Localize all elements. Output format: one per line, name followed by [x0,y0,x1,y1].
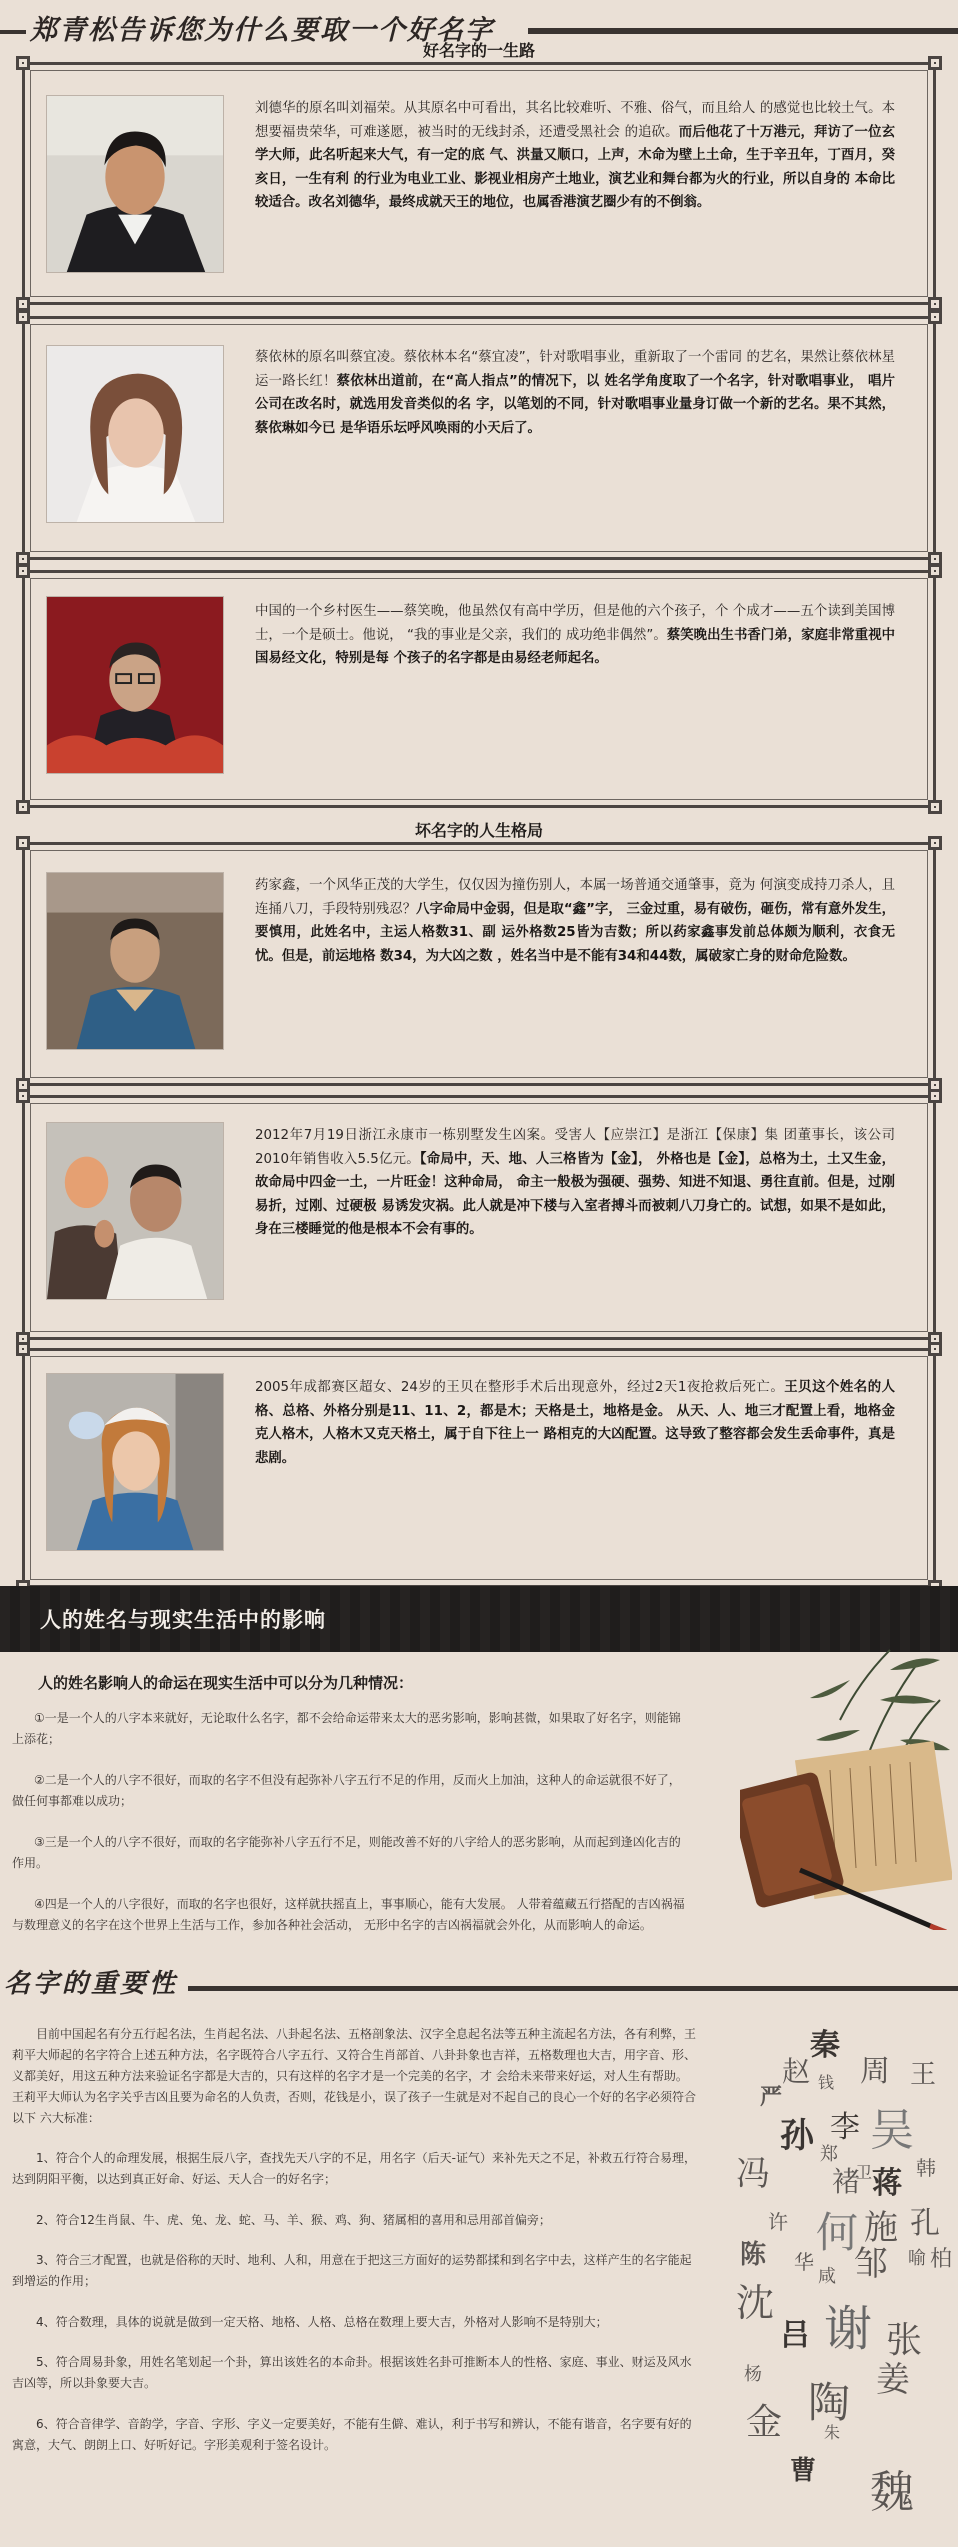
surname: 魏 [870,2467,914,2518]
case-text-5 [255,1124,895,1242]
header-rule [528,28,958,34]
standard-item-5: 5、符合周易卦象，用姓名笔划起一个卦，算出该姓名的本命卦。根据该姓名卦可推断本人的性格、家庭、事业、财运及风水吉凶等，所以卦象要大吉。 [12,2355,692,2390]
case-text-4-plain: 药家鑫，一个风华正茂的大学生，仅仅因为撞伤别人，本属一场普通交通肇事，竟为 何演变成持刀杀人，且连捅八刀，手段特别残忍？ [255,878,895,917]
case-text-2-bold: 蔡依林出道前，在“高人指点”的情况下，以 姓名学角度取了一个名字，针对歌唱事业， 唱片公司在改名时，就选用发音类似的名 字，以笔划的不同，针对歌唱事业量身订做一个新的艺名。果不其然，蔡依琳如今已 是华语乐坛呼风唤雨的小天后了。 [255,373,895,436]
surname: 孙 [780,2116,814,2156]
surname: 朱 [824,2423,841,2442]
standard-item-3: 3、符合三才配置，也就是俗称的天时、地利、人和，用意在于把这三方面好的运势都揉和到名字中去，这样产生的名字能起到增运的作用； [12,2253,692,2288]
surname: 吕 [780,2318,810,2353]
surname: 钱 [818,2073,835,2092]
surname: 孔 [910,2206,940,2241]
surname: 沈 [736,2281,775,2325]
surname: 曹 [790,2456,817,2486]
surname: 姜 [876,2360,910,2400]
surname: 王 [910,2060,937,2090]
standard-item-4: 4、符合数理，具体的说就是做到一定天格、地格、人格、总格在数理上要大吉，外格对人影响不是特别大； [36,2315,608,2329]
surname: 李 [830,2110,860,2145]
frame-corner [928,1089,942,1103]
frame-corner [928,836,942,850]
photo-wang-bei [46,1373,224,1551]
frame-corner [928,800,942,814]
surname: 周 [860,2054,890,2089]
case-text-4 [255,874,895,968]
frame-corner [16,56,30,70]
surname-cloud [720,2010,958,2547]
surname: 郑 [820,2144,838,2165]
surname: 喻 [908,2248,926,2269]
surname: 卫 [856,2163,873,2182]
case-text-6-plain: 2005年成都赛区超女、24岁的王贝在整形手术后出现意外，经过2天1夜抢救后死亡。 [255,1380,785,1395]
surname: 陶 [808,2378,851,2427]
header-rule-left [0,30,26,34]
surname: 杨 [744,2364,762,2385]
good-section-title: 好名字的一生路 [422,41,535,60]
frame-corner [16,297,30,311]
frame-corner [16,1342,30,1356]
case-text-3-bold: 蔡笑晚出生书香门弟，家庭非常重视中国易经文化，特别是每 个孩子的名字都是由易经老师起名。 [255,627,896,666]
surname: 金 [746,2402,783,2443]
frame-corner [16,836,30,850]
surname: 柏 [930,2247,953,2272]
case-text-6 [255,1376,895,1470]
case-text-3 [255,600,895,671]
surname: 赵 [782,2055,811,2088]
influence-item-4: ④四是一个人的八字很好，而取的名字也很好，这样就扶摇直上，事事顺心，能有大发展。 人带着蕴藏五行搭配的吉凶祸福与数理意义的名字在这个世界上生活与工作，参加各种社会活动， 无形中名字的吉凶祸福就会外化，从而影响人的命运。 [12,1897,685,1932]
surname: 褚 [832,2165,861,2198]
photo-cai-xiaowan [46,596,224,774]
case-text-1 [255,97,895,215]
scroll-brush-illustration [740,1640,952,1930]
case-text-5-bold: 【命局中，天、地、人三格皆为【金】， 外格也是【金】，总格为土，土又生金，故命局中四金一土，一片旺金！这种命局， 命主一般极为强硬、强势、知进不知退、勇往直前。但是，过刚易折，过刚、过硬极 易诱发灾祸。此人就是冲下楼与入室者搏斗而被刺八刀身亡的。试想，如果不是如此， 身在三楼睡觉的他是根本不会有事的。 [255,1151,896,1237]
page-title: 郑青松告诉您为什么要取一个好名字 [30,15,494,46]
surname: 张 [886,2320,923,2361]
case-text-6-bold: 王贝这个姓名的人格、总格、外格分别是11、11、2，都是木；天格是土，地格是金。 从天、人、地三才配置上看，地格金克人格木，人格木又克天格土，属于自下往上一 路相克的大凶配置。这导致了整容都会发生丢命事件，真是悲剧。 [255,1380,896,1466]
photo-liu-dehua [46,95,224,273]
influence-heading: 人的姓名影响人的命运在现实生活中可以分为几种情况： [38,1674,414,1692]
surname: 吴 [870,2105,914,2156]
surname: 许 [768,2210,788,2234]
standard-item-1: 1、符合个人的命理发展，根据生辰八字，查找先天八字的不足，用名字（后天-证气）来补先天之不足，补救五行符合易理，达到阴阳平衡，以达到真正好命、好运、天人合一的好名字； [12,2151,696,2186]
frame-corner [928,297,942,311]
case-text-2 [255,346,895,440]
frame-corner [16,564,30,578]
frame-corner [928,56,942,70]
influence-item-2: ②二是一个人的八字不很好，而取的名字不但没有起弥补八字五行不足的作用，反而火上加油，这种人的命运就很不好了，做任何事都难以成功； [12,1773,681,1808]
frame-corner [16,800,30,814]
case-text-1-plain: 刘德华的原名叫刘福荣。从其原名中可看出，其名比较难听、不雅、俗气，而且给人 的感觉也比较土气。本想要福贵荣华，可难遂愿，被当时的无线封杀，还遭受黑社会 的追砍。 [255,101,895,140]
importance-intro: 目前中国起名有分五行起名法，生肖起名法、八卦起名法、五格剖象法、汉字全息起名法等五种主流起名方法，各有利弊，王莉平大师起的名字符合上述五种方法，名字既符合八字五行、又符合生肖部首、八卦卦象也吉祥，五格数理也大吉，用字音、形、义都美好，用这五种方法来验证名字都是大吉的，只有这样的名字才是一个完美的名字，才 会给未来带来好运，对人生有帮助。王莉平大师认为名字关乎吉凶且要为命名的人负责，否则，花钱是小，误了孩子一生就是对不起自己的良心一个好的名字必须符合以下 六大标准： [12,2027,697,2125]
surname: 秦 [810,2028,840,2063]
frame-corner [928,1342,942,1356]
surname: 咸 [818,2266,836,2287]
influence-item-1: ①一是一个人的八字本来就好，无论取什么名字，都不会给命运带来太大的恶劣影响，影响甚微，如果取了好名字，则能锦上添花； [12,1711,681,1746]
surname: 何 [816,2208,859,2257]
influence-banner-title: 人的姓名与现实生活中的影响 [40,1608,326,1632]
frame-corner [928,310,942,324]
surname: 华 [794,2250,814,2274]
bad-section-title: 坏名字的人生格局 [414,821,543,840]
photo-jolin-tsai [46,345,224,523]
surname: 邹 [854,2244,888,2284]
photo-ying-chongjiang [46,1122,224,1300]
surname: 冯 [736,2154,770,2194]
case-text-2-plain: 蔡依林的原名叫蔡宜凌。蔡依林本名“蔡宜凌”，针对歌唱事业，重新取了一个雷同 的艺名，果然让蔡依林星运一路长红！ [255,350,895,389]
frame-corner [16,310,30,324]
importance-title: 名字的重要性 [4,1969,179,1999]
surname: 韩 [916,2156,936,2180]
surname: 施 [864,2208,898,2248]
case-text-1-bold: 而后他花了十万港元，拜访了一位玄学大师，此名听起来大气，有一定的底 气、洪量又顺口，上声，木命为壁上土命，生于辛丑年，丁酉月，癸亥日，一生有利 的行业为电业工业、影视业相房产土地业，演艺业和舞台都为火的行业，所以自身的 本命比较适合。改名刘德华，最终成就天王的地位，也属香港演艺圈少有的不倒翁。 [255,124,896,210]
influence-item-3: ③三是一个人的八字不很好，而取的名字能弥补八字五行不足，则能改善不好的八字给人的恶劣影响，从而起到逢凶化吉的作用。 [12,1835,681,1870]
photo-yao-jiaxin [46,872,224,1050]
standard-item-2: 2、符合12生肖鼠、牛、虎、兔、龙、蛇、马、羊、猴、鸡、狗、猪属相的喜用和忌用部首偏旁； [36,2213,551,2227]
surname: 严 [760,2084,783,2110]
case-text-4-bold: 八字命局中金弱，但是取“鑫”字， 三金过重，易有破伤，砸伤，常有意外发生，要慎用，此姓名中，主运人格数31、副 运外格数25皆为吉数；所以药家鑫事发前总体颇为顺利，衣食无忧。但是，前运地格 数34，为大凶之数 ，姓名当中是不能有34和44数，属破家亡身的财命危险数。 [255,901,896,964]
case-text-5-plain: 2012年7月19日浙江永康市一栋别墅发生凶案。受害人【应崇江】是浙江【保康】集 团董事长，该公司2010年销售收入5.5亿元。 [255,1128,895,1167]
frame-corner [928,564,942,578]
surname: 蒋 [872,2166,902,2201]
importance-rule [188,1986,958,1991]
case-text-3-plain: 中国的一个乡村医生——蔡笑晚，他虽然仅有高中学历，但是他的六个孩子，个 个成才——五个读到美国博士，一个是硕士。他说， “我的事业是父亲，我们的 成功绝非偶然”。 [255,604,895,643]
surname: 陈 [740,2240,767,2270]
standard-item-6: 6、符合音律学、音韵学，字音、字形、字义一定要美好，不能有生僻、难认，利于书写和辨认，不能有谐音，名字要有好的寓意，大气、朗朗上口、好听好记。字形美观利于签名设计。 [12,2417,692,2452]
frame-corner [16,1089,30,1103]
surname: 谢 [824,2301,873,2357]
